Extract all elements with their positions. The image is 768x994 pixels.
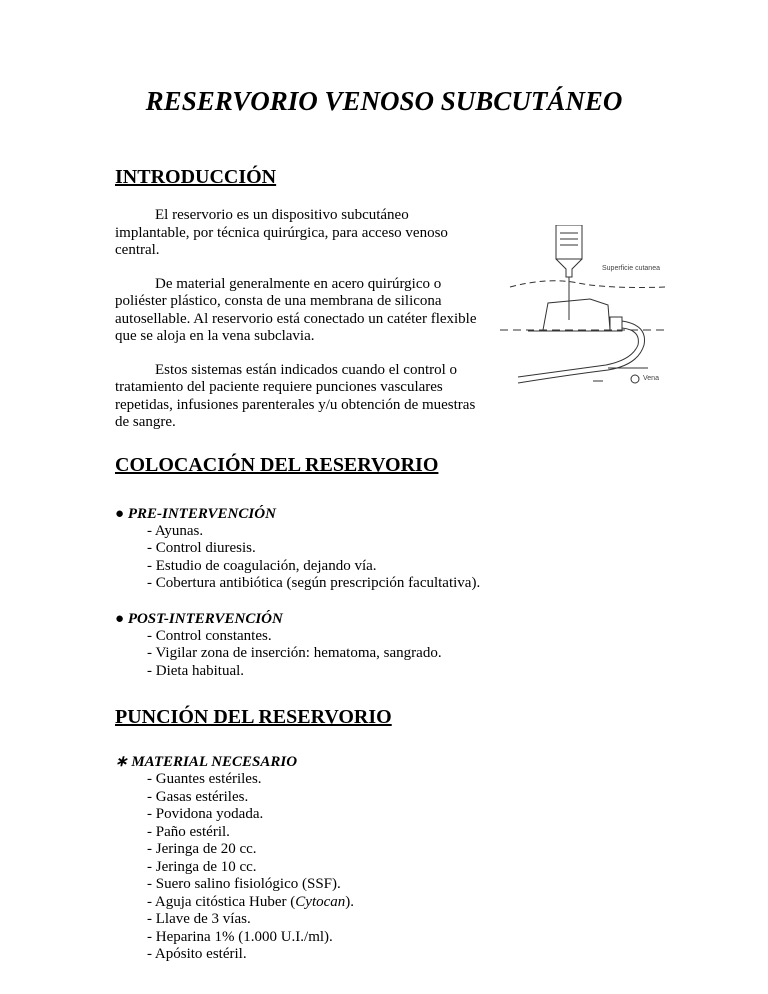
item-text: ). <box>345 893 355 910</box>
asterisk-icon: ∗ <box>115 754 128 770</box>
list-item: - Cobertura antibiótica (según prescripción facultativa). <box>147 575 675 593</box>
diagram-label-vein: Vena <box>643 375 659 382</box>
intro-paragraph: De material generalmente en acero quirúrgico o poliéster plástico, consta de una membrana de silicona autosellable. Al reservorio está conectado un catéter flexible que se aloja en la vena subclavia. <box>115 275 477 344</box>
list-item: - Gasas estériles. <box>147 789 675 807</box>
list-item: - Estudio de coagulación, dejando vía. <box>147 558 675 576</box>
list-item: - Control diuresis. <box>147 540 675 558</box>
bullet-icon: ● <box>115 505 125 522</box>
list-item: - Llave de 3 vías. <box>147 911 675 929</box>
list-item: - Heparina 1% (1.000 U.I./ml). <box>147 929 675 947</box>
list-item: - Control constantes. <box>147 628 675 646</box>
post-intervencion-list <box>147 628 675 681</box>
list-item: - Guantes estériles. <box>147 771 675 789</box>
pre-intervencion-list <box>147 523 675 593</box>
document-body <box>115 86 675 964</box>
heading-colocacion: COLOCACIÓN DEL RESERVORIO <box>115 453 439 476</box>
list-item: - Jeringa de 20 cc. <box>147 841 675 859</box>
subheading-label: PRE-INTERVENCIÓN <box>127 505 276 522</box>
heading-puncion: PUNCIÓN DEL RESERVORIO <box>115 706 392 728</box>
subheading-post-intervencion <box>115 610 675 628</box>
list-item: - Paño estéril. <box>147 824 675 842</box>
subheading-material <box>115 753 675 771</box>
intro-paragraph: El reservorio es un dispositivo subcutáneo implantable, por técnica quirúrgica, para acceso venoso central. <box>115 207 448 258</box>
list-item: - Vigilar zona de inserción: hematoma, sangrado. <box>147 645 675 663</box>
list-item: - Apósito estéril. <box>147 946 675 964</box>
list-item: - Suero salino fisiológico (SSF). <box>147 876 675 894</box>
document-title: RESERVORIO VENOSO SUBCUTÁNEO <box>145 86 623 116</box>
subheading-pre-intervencion <box>115 505 675 523</box>
subheading-label: POST-INTERVENCIÓN <box>127 610 283 627</box>
item-text: Aguja citóstica Huber ( <box>154 893 296 910</box>
list-item: - Povidona yodada. <box>147 806 675 824</box>
diagram-label-skin: Superficie cutanea <box>602 265 660 272</box>
list-item: - Dieta habitual. <box>147 663 675 681</box>
list-item <box>147 894 675 912</box>
material-list <box>147 771 675 964</box>
bullet-icon: ● <box>115 610 125 627</box>
heading-introduccion: INTRODUCCIÓN <box>115 166 277 188</box>
intro-paragraph: Estos sistemas están indicados cuando el control o tratamiento del paciente requiere punciones vasculares repetidas, infusiones parenterales y/u obtención de muestras de sangre. <box>115 361 476 430</box>
list-item: - Ayunas. <box>147 523 675 541</box>
list-item: - Jeringa de 10 cc. <box>147 859 675 877</box>
item-brand: Cytocan <box>295 893 346 910</box>
subheading-label: MATERIAL NECESARIO <box>131 754 298 770</box>
